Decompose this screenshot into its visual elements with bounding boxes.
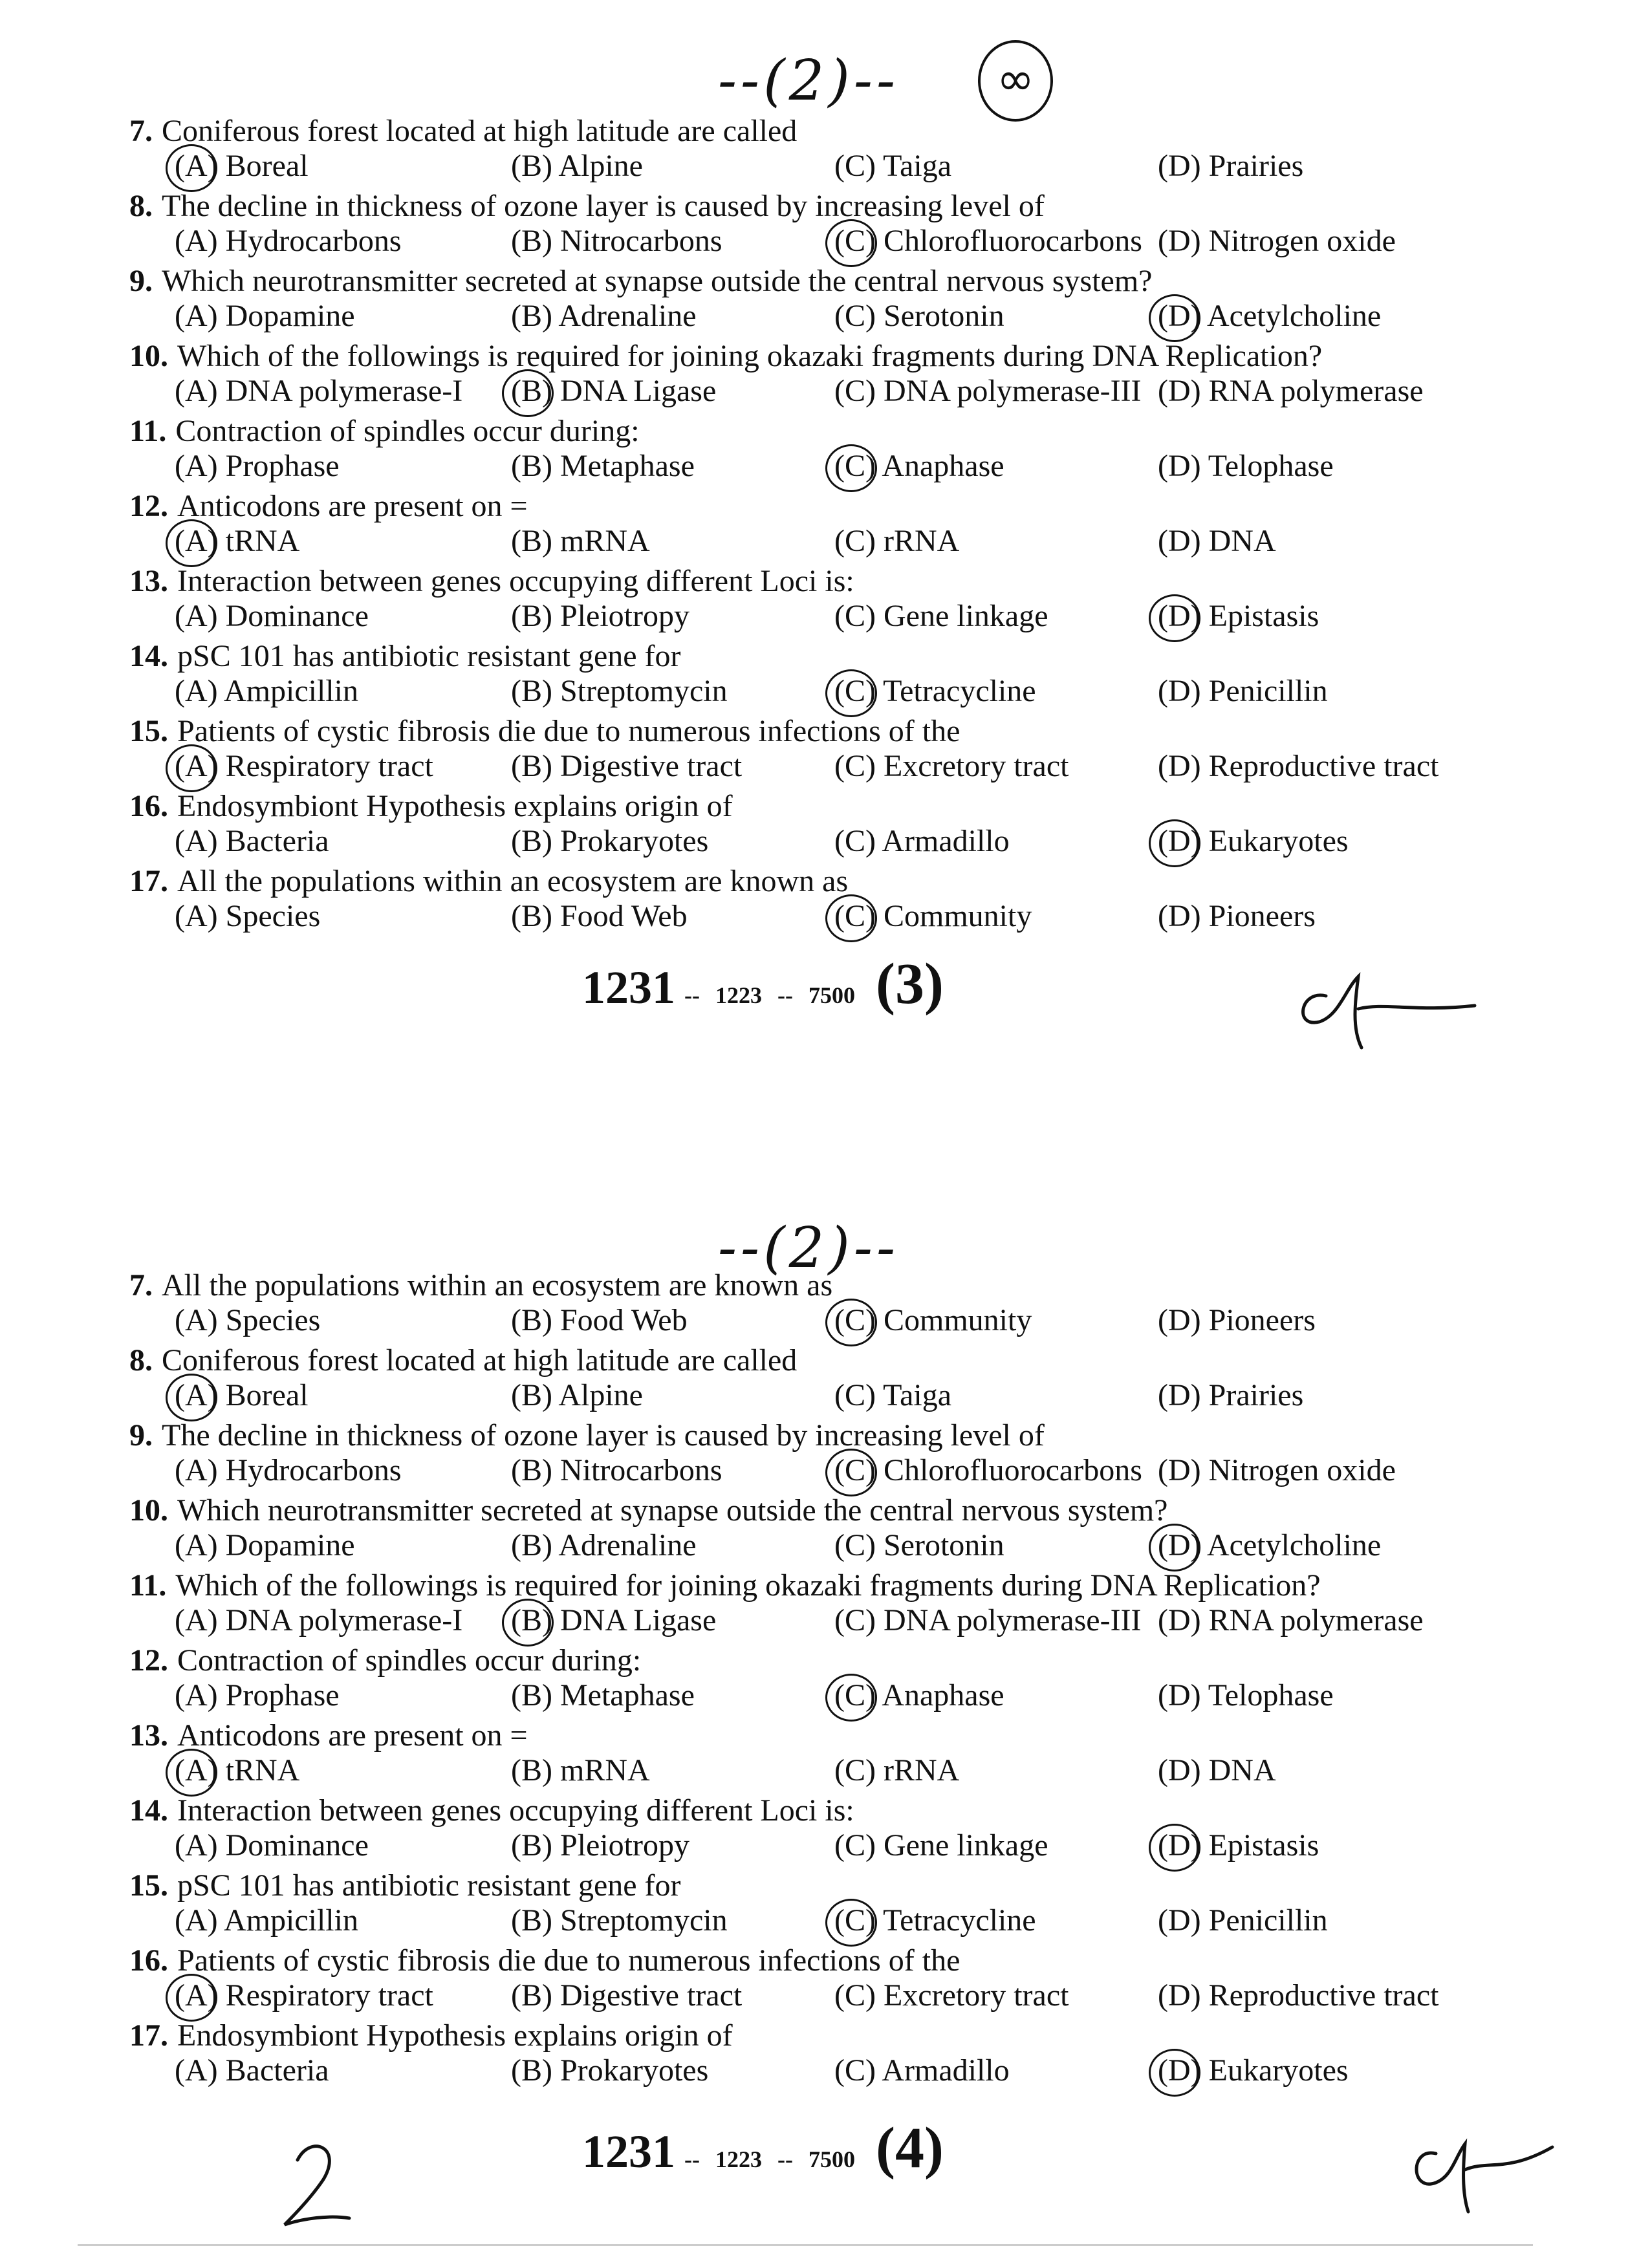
option-choice: (D) Nitrogen oxide bbox=[1158, 1453, 1396, 1487]
question-body: Contraction of spindles occur during: bbox=[175, 414, 640, 448]
option-circled-answer: (A) Respiratory tract bbox=[175, 749, 433, 783]
question-number: 12. bbox=[129, 1643, 168, 1678]
option-choice: (D) Reproductive tract bbox=[1158, 1978, 1439, 2013]
option-choice: (C) Taiga bbox=[834, 1378, 952, 1412]
option-choice: (C) Taiga bbox=[834, 149, 952, 183]
question-list bbox=[129, 1268, 1507, 2093]
question-item bbox=[129, 188, 1507, 263]
option-choice: (B) Streptomycin bbox=[511, 1903, 728, 1938]
question-text bbox=[129, 563, 854, 599]
question-number: 14. bbox=[129, 639, 168, 673]
question-item bbox=[129, 1268, 1507, 1343]
option-choice: (B) Adrenaline bbox=[511, 1528, 697, 1562]
option-choice: (A) Hydrocarbons bbox=[175, 224, 402, 258]
answer-sheet-page-4 bbox=[0, 1216, 1628, 2268]
question-number: 17. bbox=[129, 2018, 168, 2053]
option-choice: (A) Dominance bbox=[175, 1828, 369, 1863]
option-choice: (D) Nitrogen oxide bbox=[1158, 224, 1396, 258]
option-circled-answer: (C) Chlorofluorocarbons bbox=[834, 1453, 1142, 1487]
option-choice: (D) Penicillin bbox=[1158, 1903, 1328, 1938]
option-circled-answer: (A) Respiratory tract bbox=[175, 1978, 433, 2013]
question-item bbox=[129, 638, 1507, 713]
footer-end-code: 7500 bbox=[808, 982, 855, 1008]
question-number: 8. bbox=[129, 189, 153, 223]
option-choice: (B) Metaphase bbox=[511, 1678, 695, 1712]
option-choice: (D) Reproductive tract bbox=[1158, 749, 1439, 783]
option-circled-answer: (A) Boreal bbox=[175, 1378, 309, 1412]
option-choice: (A) DNA polymerase-I bbox=[175, 1603, 463, 1637]
question-text bbox=[129, 413, 640, 449]
question-text bbox=[129, 1268, 832, 1303]
question-item bbox=[129, 488, 1507, 563]
option-choice: (B) Nitrocarbons bbox=[511, 1453, 722, 1487]
page-footer bbox=[582, 2115, 944, 2181]
footer-mid-code: 1223 bbox=[715, 982, 762, 1008]
question-text bbox=[129, 788, 733, 824]
question-text bbox=[129, 113, 797, 149]
option-circled-answer: (C) Anaphase bbox=[834, 449, 1004, 483]
option-choice: (D) DNA bbox=[1158, 1753, 1276, 1787]
footer-code: 1231 bbox=[582, 2126, 675, 2177]
page-header-mark: --(2)-- bbox=[718, 1216, 900, 1280]
option-circled-answer: (C) Community bbox=[834, 899, 1032, 933]
question-number: 14. bbox=[129, 1793, 168, 1828]
question-text bbox=[129, 2018, 733, 2053]
page-header-mark: --(2)-- bbox=[718, 49, 900, 113]
question-item bbox=[129, 1493, 1507, 1568]
infinity-mark-icon: ∞ bbox=[978, 40, 1053, 122]
option-choice: (D) Penicillin bbox=[1158, 674, 1328, 708]
question-item bbox=[129, 1718, 1507, 1793]
question-number: 10. bbox=[129, 339, 168, 373]
option-choice: (B) Food Web bbox=[511, 899, 688, 933]
question-item bbox=[129, 1943, 1507, 2018]
question-item bbox=[129, 413, 1507, 488]
option-choice: (B) mRNA bbox=[511, 1753, 650, 1787]
question-text bbox=[129, 1418, 1045, 1453]
option-choice: (C) Gene linkage bbox=[834, 1828, 1048, 1863]
option-choice: (D) RNA polymerase bbox=[1158, 1603, 1424, 1637]
option-circled-answer: (C) Community bbox=[834, 1303, 1032, 1337]
footer-separator: -- bbox=[684, 982, 700, 1008]
question-body: Which neurotransmitter secreted at synapse outside the central nervous system? bbox=[177, 1493, 1168, 1528]
option-choice: (A) DNA polymerase-I bbox=[175, 374, 463, 408]
footer-end-code: 7500 bbox=[808, 2146, 855, 2172]
option-choice: (A) Bacteria bbox=[175, 2053, 329, 2088]
option-circled-answer: (C) Tetracycline bbox=[834, 674, 1036, 708]
question-text bbox=[129, 488, 528, 524]
option-choice: (C) Gene linkage bbox=[834, 599, 1048, 633]
option-circled-answer: (D) Epistasis bbox=[1158, 1828, 1319, 1863]
question-text bbox=[129, 863, 848, 899]
question-item bbox=[129, 1568, 1507, 1643]
question-body: Interaction between genes occupying different Loci is: bbox=[177, 1793, 854, 1828]
question-body: Anticodons are present on = bbox=[177, 489, 528, 523]
question-body: Which neurotransmitter secreted at synapse outside the central nervous system? bbox=[162, 264, 1153, 298]
question-item bbox=[129, 1418, 1507, 1493]
option-choice: (D) DNA bbox=[1158, 524, 1276, 558]
signature-icon bbox=[1404, 2121, 1559, 2218]
option-choice: (D) Prairies bbox=[1158, 1378, 1304, 1412]
option-choice: (C) DNA polymerase-III bbox=[834, 1603, 1142, 1637]
option-circled-answer: (C) Chlorofluorocarbons bbox=[834, 224, 1142, 258]
option-choice: (D) Pioneers bbox=[1158, 1303, 1316, 1337]
question-item bbox=[129, 863, 1507, 938]
option-choice: (B) Nitrocarbons bbox=[511, 224, 722, 258]
question-number: 15. bbox=[129, 714, 168, 748]
option-choice: (B) Alpine bbox=[511, 1378, 643, 1412]
question-text bbox=[129, 263, 1152, 299]
question-text bbox=[129, 713, 960, 749]
question-text bbox=[129, 1718, 528, 1753]
option-choice: (B) Streptomycin bbox=[511, 674, 728, 708]
option-choice: (A) Dominance bbox=[175, 599, 369, 633]
question-item bbox=[129, 113, 1507, 188]
question-text bbox=[129, 638, 681, 674]
option-circled-answer: (A) tRNA bbox=[175, 524, 300, 558]
question-number: 11. bbox=[129, 414, 167, 448]
question-text bbox=[129, 1943, 960, 1978]
option-choice: (B) Metaphase bbox=[511, 449, 695, 483]
footer-separator: -- bbox=[777, 2146, 793, 2172]
question-item bbox=[129, 788, 1507, 863]
question-number: 15. bbox=[129, 1868, 168, 1903]
footer-page-number: (4) bbox=[875, 2116, 944, 2180]
question-number: 13. bbox=[129, 564, 168, 598]
question-number: 10. bbox=[129, 1493, 168, 1528]
option-choice: (C) rRNA bbox=[834, 524, 960, 558]
option-choice: (B) Adrenaline bbox=[511, 299, 697, 333]
question-number: 7. bbox=[129, 1268, 153, 1302]
bottom-divider bbox=[78, 2244, 1533, 2246]
question-text bbox=[129, 1643, 641, 1678]
question-item bbox=[129, 338, 1507, 413]
question-item bbox=[129, 1343, 1507, 1418]
option-choice: (A) Species bbox=[175, 899, 321, 933]
option-choice: (C) Serotonin bbox=[834, 1528, 1004, 1562]
question-body: pSC 101 has antibiotic resistant gene for bbox=[177, 1868, 681, 1903]
question-text bbox=[129, 1568, 1321, 1603]
question-text bbox=[129, 188, 1045, 224]
footer-code: 1231 bbox=[582, 962, 675, 1013]
option-choice: (A) Dopamine bbox=[175, 1528, 355, 1562]
question-item bbox=[129, 1793, 1507, 1868]
option-choice: (C) Excretory tract bbox=[834, 749, 1069, 783]
question-body: Patients of cystic fibrosis die due to numerous infections of the bbox=[177, 714, 961, 748]
option-circled-answer: (A) Boreal bbox=[175, 149, 309, 183]
option-choice: (C) Armadillo bbox=[834, 824, 1010, 858]
question-number: 7. bbox=[129, 114, 153, 148]
question-text bbox=[129, 338, 1322, 374]
question-item bbox=[129, 2018, 1507, 2093]
page-footer bbox=[582, 951, 944, 1017]
signature-icon bbox=[1287, 951, 1481, 1054]
handwritten-initial-icon bbox=[272, 2134, 362, 2231]
question-body: pSC 101 has antibiotic resistant gene for bbox=[177, 639, 681, 673]
option-choice: (A) Prophase bbox=[175, 1678, 340, 1712]
question-body: Which of the followings is required for joining okazaki fragments during DNA Replication? bbox=[175, 1568, 1321, 1603]
question-body: Coniferous forest located at high latitude are called bbox=[162, 1343, 798, 1377]
option-choice: (A) Dopamine bbox=[175, 299, 355, 333]
option-choice: (C) Excretory tract bbox=[834, 1978, 1069, 2013]
option-choice: (C) Serotonin bbox=[834, 299, 1004, 333]
option-choice: (A) Species bbox=[175, 1303, 321, 1337]
question-body: Interaction between genes occupying different Loci is: bbox=[177, 564, 854, 598]
question-item bbox=[129, 713, 1507, 788]
question-number: 16. bbox=[129, 1943, 168, 1978]
option-choice: (D) Telophase bbox=[1158, 449, 1334, 483]
question-body: Endosymbiont Hypothesis explains origin of bbox=[177, 2018, 733, 2053]
question-text bbox=[129, 1793, 854, 1828]
option-choice: (B) Pleiotropy bbox=[511, 599, 689, 633]
option-circled-answer: (D) Acetylcholine bbox=[1158, 299, 1382, 333]
option-choice: (C) rRNA bbox=[834, 1753, 960, 1787]
question-body: Patients of cystic fibrosis die due to numerous infections of the bbox=[177, 1943, 961, 1978]
option-choice: (A) Prophase bbox=[175, 449, 340, 483]
question-item bbox=[129, 263, 1507, 338]
question-number: 17. bbox=[129, 864, 168, 898]
option-choice: (C) Armadillo bbox=[834, 2053, 1010, 2088]
question-body: Contraction of spindles occur during: bbox=[177, 1643, 642, 1678]
option-choice: (B) mRNA bbox=[511, 524, 650, 558]
question-number: 9. bbox=[129, 264, 153, 298]
option-choice: (B) Prokaryotes bbox=[511, 2053, 709, 2088]
option-choice: (B) Digestive tract bbox=[511, 1978, 743, 2013]
option-choice: (D) Prairies bbox=[1158, 149, 1304, 183]
option-circled-answer: (D) Eukaryotes bbox=[1158, 824, 1349, 858]
question-body: Endosymbiont Hypothesis explains origin of bbox=[177, 789, 733, 823]
footer-separator: -- bbox=[684, 2146, 700, 2172]
option-choice: (D) RNA polymerase bbox=[1158, 374, 1424, 408]
option-choice: (A) Ampicillin bbox=[175, 1903, 358, 1938]
question-item bbox=[129, 1643, 1507, 1718]
question-number: 8. bbox=[129, 1343, 153, 1377]
option-choice: (B) Alpine bbox=[511, 149, 643, 183]
option-choice: (A) Bacteria bbox=[175, 824, 329, 858]
question-number: 11. bbox=[129, 1568, 167, 1603]
question-number: 12. bbox=[129, 489, 168, 523]
question-text bbox=[129, 1343, 797, 1378]
question-body: All the populations within an ecosystem are known as bbox=[162, 1268, 833, 1302]
question-text bbox=[129, 1493, 1167, 1528]
option-choice: (D) Pioneers bbox=[1158, 899, 1316, 933]
footer-separator: -- bbox=[777, 982, 793, 1008]
question-number: 13. bbox=[129, 1718, 168, 1753]
question-item bbox=[129, 563, 1507, 638]
question-body: Which of the followings is required for joining okazaki fragments during DNA Replication? bbox=[177, 339, 1323, 373]
question-list bbox=[129, 113, 1507, 938]
option-circled-answer: (C) Tetracycline bbox=[834, 1903, 1036, 1938]
option-choice: (A) Hydrocarbons bbox=[175, 1453, 402, 1487]
option-circled-answer: (C) Anaphase bbox=[834, 1678, 1004, 1712]
question-body: The decline in thickness of ozone layer is caused by increasing level of bbox=[162, 1418, 1045, 1453]
question-body: Anticodons are present on = bbox=[177, 1718, 528, 1753]
option-choice: (B) Prokaryotes bbox=[511, 824, 709, 858]
question-body: Coniferous forest located at high latitude are called bbox=[162, 114, 798, 148]
footer-page-number: (3) bbox=[875, 952, 944, 1016]
option-choice: (B) Food Web bbox=[511, 1303, 688, 1337]
footer-mid-code: 1223 bbox=[715, 2146, 762, 2172]
question-body: The decline in thickness of ozone layer is caused by increasing level of bbox=[162, 189, 1045, 223]
option-circled-answer: (D) Eukaryotes bbox=[1158, 2053, 1349, 2088]
question-item bbox=[129, 1868, 1507, 1943]
option-circled-answer: (B) DNA Ligase bbox=[511, 374, 717, 408]
option-choice: (C) DNA polymerase-III bbox=[834, 374, 1142, 408]
option-choice: (B) Digestive tract bbox=[511, 749, 743, 783]
question-number: 9. bbox=[129, 1418, 153, 1453]
question-number: 16. bbox=[129, 789, 168, 823]
option-circled-answer: (B) DNA Ligase bbox=[511, 1603, 717, 1637]
option-circled-answer: (D) Acetylcholine bbox=[1158, 1528, 1382, 1562]
option-circled-answer: (A) tRNA bbox=[175, 1753, 300, 1787]
question-text bbox=[129, 1868, 681, 1903]
option-choice: (D) Telophase bbox=[1158, 1678, 1334, 1712]
option-circled-answer: (D) Epistasis bbox=[1158, 599, 1319, 633]
question-body: All the populations within an ecosystem are known as bbox=[177, 864, 849, 898]
option-choice: (B) Pleiotropy bbox=[511, 1828, 689, 1863]
option-choice: (A) Ampicillin bbox=[175, 674, 358, 708]
